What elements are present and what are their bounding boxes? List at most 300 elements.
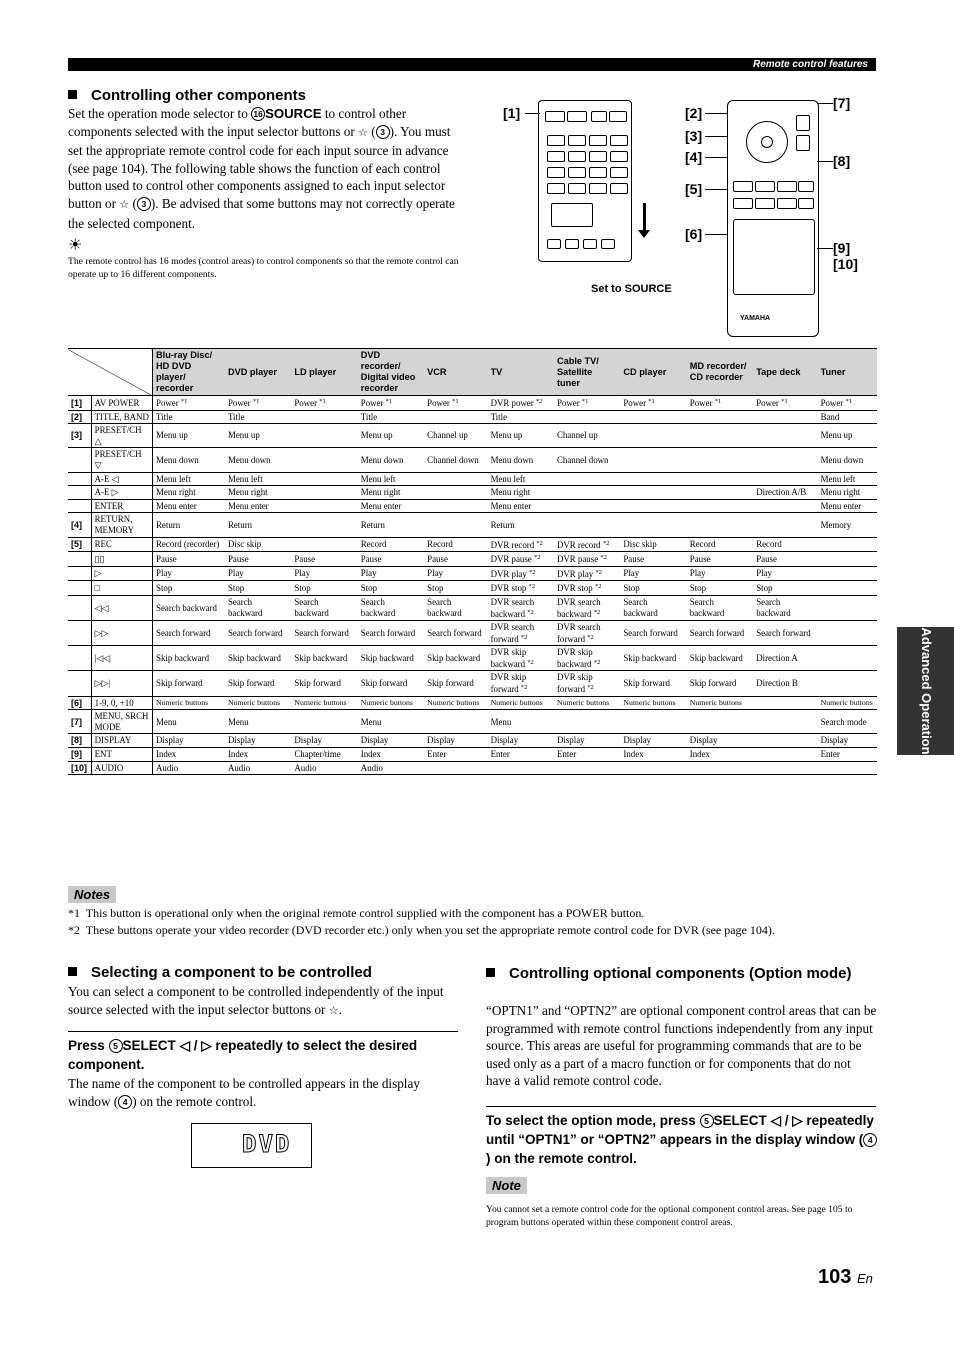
table-cell: Pause — [620, 552, 686, 567]
star-icon: ☆ — [119, 198, 130, 211]
row-number — [68, 566, 91, 581]
table-row — [68, 448, 877, 472]
table-cell: Stop — [620, 581, 686, 596]
table-cell — [291, 499, 357, 513]
table-cell — [424, 486, 487, 500]
remote-figure — [500, 90, 880, 340]
note-badge: Note — [486, 1177, 527, 1195]
table-cell: Title — [358, 410, 424, 424]
remote-button — [733, 181, 753, 192]
row-number: [5] — [68, 537, 91, 552]
table-cell: Search backward — [620, 595, 686, 620]
table-row — [68, 410, 877, 424]
notes-badge: Notes — [68, 886, 116, 904]
section-title: Remote control features — [752, 59, 868, 70]
remote-button — [589, 135, 607, 146]
leader-line — [705, 157, 728, 158]
row-label: PRESET/CH ▽ — [91, 448, 152, 472]
remote-front — [538, 100, 632, 262]
table-cell: Menu right — [818, 486, 877, 500]
selecting-paragraph-2: The name of the component to be controlled appears in the display window ( 4 ) on the remote control. — [68, 1076, 420, 1109]
table-cell: Skip backward — [153, 646, 225, 671]
table-cell — [291, 513, 357, 537]
leader-line — [525, 113, 540, 114]
leader-line — [817, 103, 833, 104]
table-cell: Search mode — [818, 710, 877, 734]
table-cell — [291, 424, 357, 448]
callout-10: [10] — [833, 256, 858, 272]
row-number — [68, 646, 91, 671]
table-cell: Numeric buttons — [620, 696, 686, 710]
table-cell — [687, 499, 753, 513]
table-cell: Numeric buttons — [424, 696, 487, 710]
table-cell: Band — [818, 410, 877, 424]
row-number — [68, 499, 91, 513]
table-cell: Numeric buttons — [153, 696, 225, 710]
table-row — [68, 595, 877, 620]
row-number: [9] — [68, 748, 91, 762]
remote-button — [589, 167, 607, 178]
table-cell: Pause — [424, 552, 487, 567]
table-cell: Skip forward — [424, 671, 487, 696]
table-cell: Record — [358, 537, 424, 552]
table-cell — [687, 761, 753, 775]
table-cell: DVR skip forward $^{*2}$ — [488, 671, 554, 696]
table-cell: Play — [291, 566, 357, 581]
table-cell: DVR record $^{*2}$ — [554, 537, 620, 552]
table-cell: Search backward — [225, 595, 291, 620]
table-cell: Enter — [424, 748, 487, 762]
remote-button — [755, 181, 775, 192]
table-cell — [687, 410, 753, 424]
row-label: ▷ — [91, 566, 152, 581]
remote-button — [601, 239, 615, 249]
table-row — [68, 761, 877, 775]
table-cell: Search forward — [687, 621, 753, 646]
table-row — [68, 710, 877, 734]
table-cell: Search backward — [291, 595, 357, 620]
remote-button — [755, 198, 775, 209]
table-row — [68, 696, 877, 710]
table-cell: Menu — [358, 710, 424, 734]
table-cell: Menu left — [488, 472, 554, 486]
table-cell: Stop — [753, 581, 817, 596]
table-cell: Power $^{*1}$ — [818, 396, 877, 411]
table-cell: Display — [291, 734, 357, 748]
table-cell: Display — [818, 734, 877, 748]
table-cell: Record — [687, 537, 753, 552]
header-bar — [68, 58, 876, 71]
table-cell: Direction A/B — [753, 486, 817, 500]
remote-button — [589, 183, 607, 194]
table-row — [68, 734, 877, 748]
table-cell — [753, 748, 817, 762]
hint-bulb-icon: ☀ — [68, 237, 83, 254]
table-cell: DVR search backward $^{*2}$ — [554, 595, 620, 620]
table-cell — [554, 761, 620, 775]
callout-5: [5] — [685, 181, 703, 197]
controlling-paragraph: Set the operation mode selector to 16 SOURCE to control other components selected with the input selector buttons or ☆ ( 3 ). You must set the appropriate remote control code for each input source in advance (see page 104). The following table shows the function of each control button used to control other components assigned to each input selector button or ☆ ( 3 ). Be advised that some buttons may not correctly operate the selected component. — [68, 106, 455, 231]
remote-button — [589, 151, 607, 162]
remote-button — [610, 167, 628, 178]
table-cell: Search forward — [620, 621, 686, 646]
table-cell: Numeric buttons — [687, 696, 753, 710]
table-cell: Skip forward — [153, 671, 225, 696]
table-cell: Power $^{*1}$ — [358, 396, 424, 411]
table-cell: DVR pause $^{*2}$ — [554, 552, 620, 567]
table-cell: Audio — [153, 761, 225, 775]
table-cell: DVR play $^{*2}$ — [488, 566, 554, 581]
page-number: 103 En — [818, 1266, 873, 1288]
divider — [486, 1106, 876, 1107]
column-header: LD player — [291, 349, 357, 396]
circled-number: 4 — [118, 1095, 132, 1109]
remote-button — [609, 111, 627, 122]
table-cell: Menu up — [225, 424, 291, 448]
table-cell: Direction A — [753, 646, 817, 671]
table-cell — [818, 621, 877, 646]
table-cell: Menu right — [225, 486, 291, 500]
table-cell: Numeric buttons — [488, 696, 554, 710]
table-cell — [620, 424, 686, 448]
table-cell — [753, 472, 817, 486]
table-cell — [554, 486, 620, 500]
table-cell: Play — [424, 566, 487, 581]
remote-button — [777, 198, 797, 209]
bullet-square-icon — [68, 967, 77, 976]
table-cell — [291, 486, 357, 500]
arrow-head-icon — [638, 230, 650, 238]
table-cell: Menu right — [358, 486, 424, 500]
table-cell: DVR search backward $^{*2}$ — [488, 595, 554, 620]
table-row — [68, 748, 877, 762]
table-cell: Power $^{*1}$ — [753, 396, 817, 411]
remote-button — [565, 239, 579, 249]
table-row — [68, 581, 877, 596]
column-header: CD player — [620, 349, 686, 396]
enter-button — [761, 136, 773, 148]
table-cell — [687, 710, 753, 734]
row-number — [68, 595, 91, 620]
table-cell: Search backward — [358, 595, 424, 620]
row-label: AV POWER — [91, 396, 152, 411]
table-cell: Search backward — [687, 595, 753, 620]
table-cell — [818, 595, 877, 620]
table-cell: Enter — [554, 748, 620, 762]
row-number — [68, 671, 91, 696]
table-row — [68, 646, 877, 671]
circled-number: 3 — [137, 197, 151, 211]
table-cell: Stop — [291, 581, 357, 596]
table-cell: Play — [753, 566, 817, 581]
remote-button — [568, 135, 586, 146]
star-icon: ☆ — [328, 1004, 339, 1017]
table-cell: DVR skip backward $^{*2}$ — [488, 646, 554, 671]
leader-line — [817, 161, 833, 162]
table-row — [68, 472, 877, 486]
remote-button — [583, 239, 597, 249]
table-cell: Disc skip — [620, 537, 686, 552]
table-cell: Display — [488, 734, 554, 748]
remote-button — [798, 181, 814, 192]
table-cell: Chapter/time — [291, 748, 357, 762]
table-cell: Play — [358, 566, 424, 581]
table-cell: Index — [225, 748, 291, 762]
table-cell — [687, 448, 753, 472]
table-cell: Title — [225, 410, 291, 424]
table-cell: Search forward — [291, 621, 357, 646]
table-cell — [424, 710, 487, 734]
callout-2: [2] — [685, 105, 703, 121]
table-cell — [554, 513, 620, 537]
table-cell — [424, 472, 487, 486]
table-cell: Menu down — [225, 448, 291, 472]
table-cell: Play — [153, 566, 225, 581]
table-cell: DVR pause $^{*2}$ — [488, 552, 554, 567]
row-number — [68, 552, 91, 567]
table-cell: Display — [358, 734, 424, 748]
row-number: [4] — [68, 513, 91, 537]
table-cell: Pause — [291, 552, 357, 567]
note-1: *1 This button is operational only when the original remote control supplied with the component has a POWER button. — [68, 906, 645, 920]
remote-button — [547, 135, 565, 146]
leader-line — [705, 113, 728, 114]
table-cell: Memory — [818, 513, 877, 537]
table-cell — [753, 710, 817, 734]
table-cell — [687, 424, 753, 448]
row-number: [10] — [68, 761, 91, 775]
table-cell: Record (recorder) — [153, 537, 225, 552]
table-cell: Menu enter — [153, 499, 225, 513]
table-cell: DVR skip backward $^{*2}$ — [554, 646, 620, 671]
table-cell — [753, 410, 817, 424]
table-cell: Numeric buttons — [358, 696, 424, 710]
remote-button — [568, 183, 586, 194]
table-cell: Title — [488, 410, 554, 424]
table-cell: Audio — [291, 761, 357, 775]
remote-button — [547, 151, 565, 162]
remote-button — [733, 198, 753, 209]
remote-button — [547, 167, 565, 178]
selecting-step: Press 5 SELECT ◁ / ▷ repeatedly to select the desired component. — [68, 1038, 418, 1072]
table-cell: Numeric buttons — [291, 696, 357, 710]
leader-line — [705, 189, 728, 190]
table-cell — [291, 537, 357, 552]
table-cell — [818, 671, 877, 696]
table-cell: Skip backward — [687, 646, 753, 671]
table-cell: Skip forward — [291, 671, 357, 696]
table-cell — [620, 472, 686, 486]
star-icon: ☆ — [358, 126, 368, 139]
table-cell: Menu left — [153, 472, 225, 486]
numeric-keypad — [733, 219, 815, 295]
leader-line — [705, 136, 728, 137]
table-cell: Menu left — [225, 472, 291, 486]
display-text: DVD — [242, 1130, 292, 1158]
table-cell: Power $^{*1}$ — [554, 396, 620, 411]
table-cell — [818, 646, 877, 671]
table-cell: Menu — [488, 710, 554, 734]
row-number: [1] — [68, 396, 91, 411]
circled-number: 5 — [109, 1039, 123, 1053]
remote-display-window — [551, 203, 593, 227]
table-cell: Power $^{*1}$ — [291, 396, 357, 411]
row-label: REC — [91, 537, 152, 552]
table-cell: Display — [225, 734, 291, 748]
hint-text: The remote control has 16 modes (control areas) to control components so that the remote control can operate up to 16 different components. — [68, 256, 459, 280]
table-cell: Direction B — [753, 671, 817, 696]
row-label: PRESET/CH △ — [91, 424, 152, 448]
table-cell: Search forward — [225, 621, 291, 646]
row-label: TITLE, BAND — [91, 410, 152, 424]
table-cell — [753, 734, 817, 748]
table-cell — [753, 424, 817, 448]
table-cell: Stop — [153, 581, 225, 596]
table-cell: DVR skip forward $^{*2}$ — [554, 671, 620, 696]
table-row — [68, 396, 877, 411]
table-cell — [687, 472, 753, 486]
remote-button — [568, 151, 586, 162]
leader-line — [817, 248, 833, 249]
circled-number: 5 — [700, 1114, 714, 1128]
row-label: RETURN, MEMORY — [91, 513, 152, 537]
row-number: [7] — [68, 710, 91, 734]
side-tab: Advanced Operation — [897, 627, 954, 755]
column-header: Blu-ray Disc/ HD DVD player/ recorder — [153, 349, 225, 396]
table-cell — [554, 499, 620, 513]
note-2: *2 These buttons operate your video recorder (DVD recorder etc.) only when you set the appropriate remote control code for DVR (see page 104). — [68, 923, 775, 937]
optional-step: To select the option mode, press 5 SELECT ◁ / ▷ repeatedly until “OPTN1” or “OPTN2” appears in the display window ( 4) on the remote control. — [486, 1111, 878, 1168]
table-cell: Audio — [225, 761, 291, 775]
table-row — [68, 671, 877, 696]
table-cell — [620, 710, 686, 734]
table-cell: DVR stop $^{*2}$ — [488, 581, 554, 596]
remote-button — [547, 183, 565, 194]
callout-7: [7] — [833, 95, 851, 111]
row-number: [6] — [68, 696, 91, 710]
table-row — [68, 499, 877, 513]
table-cell — [554, 472, 620, 486]
table-cell — [554, 710, 620, 734]
selecting-heading: Selecting a component to be controlled — [68, 964, 372, 981]
table-cell: Index — [153, 748, 225, 762]
table-row — [68, 537, 877, 552]
table-cell — [620, 448, 686, 472]
controlling-heading: Controlling other components — [68, 87, 306, 104]
row-label: ENTER — [91, 499, 152, 513]
table-cell: Menu left — [358, 472, 424, 486]
row-label: ▯▯ — [91, 552, 152, 567]
circled-number: 16 — [251, 107, 265, 121]
table-cell: Power $^{*1}$ — [153, 396, 225, 411]
table-cell: Search backward — [424, 595, 487, 620]
row-number — [68, 486, 91, 500]
table-cell: Index — [620, 748, 686, 762]
table-cell: Stop — [358, 581, 424, 596]
row-number — [68, 621, 91, 646]
column-header: Tape deck — [753, 349, 817, 396]
table-cell — [753, 499, 817, 513]
table-cell: Menu enter — [488, 499, 554, 513]
table-cell — [620, 761, 686, 775]
row-label: AUDIO — [91, 761, 152, 775]
table-cell — [818, 581, 877, 596]
remote-button — [547, 239, 561, 249]
table-cell: Return — [153, 513, 225, 537]
table-cell: Menu enter — [358, 499, 424, 513]
row-label: ◁◁ — [91, 595, 152, 620]
circled-number: 3 — [376, 125, 390, 139]
table-cell: Power $^{*1}$ — [687, 396, 753, 411]
table-cell: Search forward — [424, 621, 487, 646]
arrow-down-icon — [643, 203, 646, 231]
table-cell: Menu enter — [818, 499, 877, 513]
table-cell: DVR search forward $^{*2}$ — [554, 621, 620, 646]
callout-8: [8] — [833, 153, 851, 169]
table-cell — [291, 472, 357, 486]
table-cell: Display — [554, 734, 620, 748]
table-cell: Display — [620, 734, 686, 748]
row-number: [3] — [68, 424, 91, 448]
table-cell: Skip backward — [620, 646, 686, 671]
row-number: [8] — [68, 734, 91, 748]
bullet-square-icon — [486, 968, 495, 977]
row-number — [68, 448, 91, 472]
remote-button — [610, 151, 628, 162]
table-row — [68, 621, 877, 646]
circled-number: 4 — [863, 1133, 877, 1147]
table-cell: Power $^{*1}$ — [620, 396, 686, 411]
column-header: DVD recorder/ Digital video recorder — [358, 349, 424, 396]
table-cell: Pause — [225, 552, 291, 567]
table-cell: Menu down — [818, 448, 877, 472]
table-cell: Display — [687, 734, 753, 748]
row-label: A-E ▷ — [91, 486, 152, 500]
table-cell — [620, 499, 686, 513]
table-cell: Skip backward — [358, 646, 424, 671]
table-cell: Enter — [488, 748, 554, 762]
remote-button — [610, 183, 628, 194]
table-cell — [818, 761, 877, 775]
column-header: TV — [488, 349, 554, 396]
remote-button — [777, 181, 797, 192]
remote-back — [727, 100, 819, 337]
row-label: ▷▷| — [91, 671, 152, 696]
row-label: 1-9, 0, +10 — [91, 696, 152, 710]
table-header-row — [68, 349, 877, 396]
set-to-source-label: Set to SOURCE — [591, 283, 672, 295]
remote-button — [798, 198, 814, 209]
table-cell: Play — [225, 566, 291, 581]
optional-heading: Controlling optional components (Option mode) — [486, 964, 878, 983]
table-row — [68, 424, 877, 448]
table-corner-cell — [68, 349, 153, 396]
table-cell: DVR search forward $^{*2}$ — [488, 621, 554, 646]
yamaha-logo: YAMAHA — [740, 315, 771, 322]
table-cell: Search backward — [153, 595, 225, 620]
table-cell — [620, 410, 686, 424]
table-cell: Return — [225, 513, 291, 537]
remote-button — [591, 111, 607, 122]
callout-3: [3] — [685, 128, 703, 144]
table-cell — [620, 513, 686, 537]
table-cell — [424, 410, 487, 424]
row-number — [68, 472, 91, 486]
table-cell — [818, 537, 877, 552]
selecting-paragraph: You can select a component to be controlled independently of the input source selected with the input selector buttons or ☆. — [68, 984, 444, 1017]
table-cell: Menu left — [818, 472, 877, 486]
table-cell: DVR record $^{*2}$ — [488, 537, 554, 552]
